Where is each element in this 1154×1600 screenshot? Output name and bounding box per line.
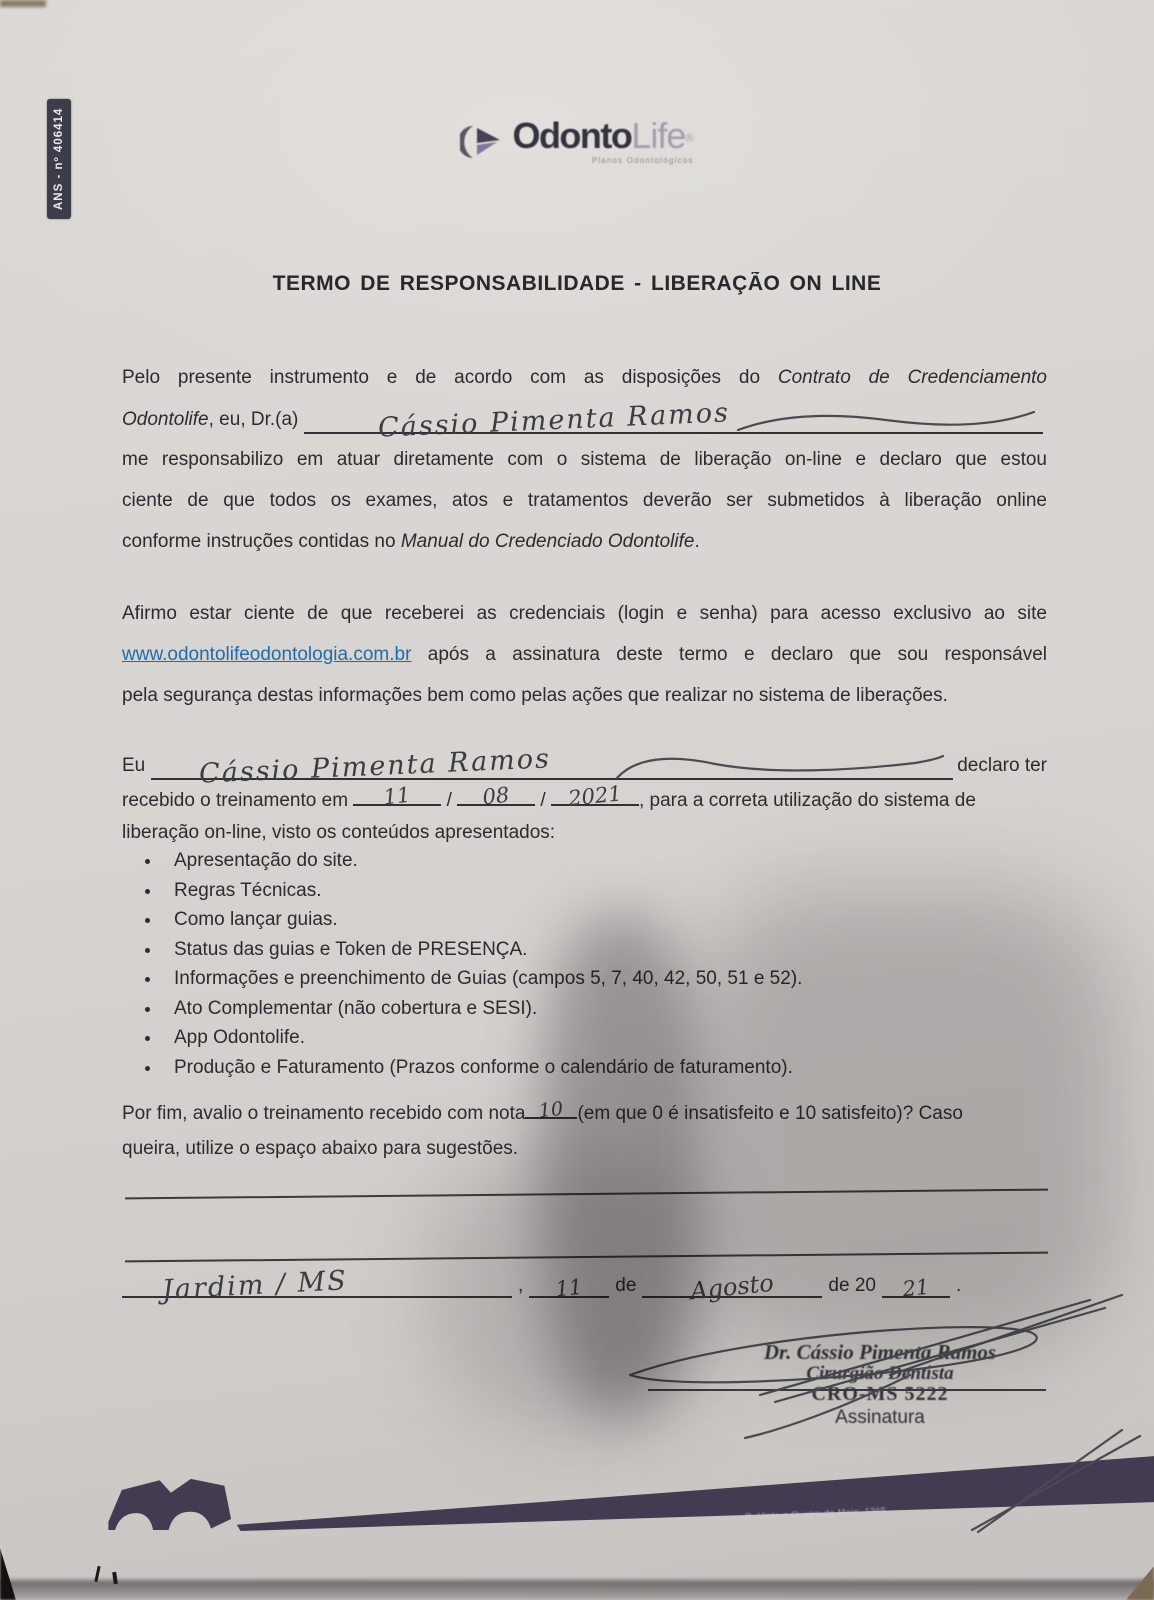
eu-label: Eu	[122, 755, 146, 776]
list-item: • Informações e preenchimento de Guias (campos 5, 7, 40, 42, 50, 51 e 52).	[162, 964, 1028, 994]
opening-l2-plain: , eu, Dr.(a)	[208, 409, 299, 430]
logo-word-life: Life	[631, 115, 686, 156]
opening-l2-italic: Odontolife	[122, 409, 209, 430]
opening-paragraph	[122, 357, 1047, 562]
training-line-1	[122, 743, 1047, 790]
training-paragraph	[122, 744, 1047, 849]
suggestion-line-1	[125, 1189, 1048, 1200]
suggestion-line-2	[125, 1252, 1048, 1263]
training-line-3: liberação on-line, visto os conteúdos apresentados:	[122, 822, 556, 843]
score-blank	[525, 1097, 577, 1123]
list-item: • Produção e Faturamento (Prazos conforme o calendário de faturamento).	[162, 1053, 1028, 1083]
logo-bird-icon	[460, 122, 504, 167]
ans-registry-badge: ANS - nº 406414	[47, 99, 71, 219]
city-blank	[122, 1265, 512, 1306]
signature-scrawl	[560, 1280, 1154, 1550]
handwritten-date-year: 21	[901, 1274, 931, 1302]
handwritten-trainee-name: Cássio Pimenta Ramos	[198, 743, 552, 790]
pen-flourish	[615, 754, 945, 780]
signature-label: Assinatura	[835, 1407, 925, 1428]
list-item: • Apresentação do site.	[162, 846, 1028, 876]
year-blank	[551, 781, 639, 811]
opening-line-4: ciente de que todos os exames, atos e tratamentos deverão ser submetidos à liberação online	[122, 490, 1047, 511]
trainee-name-blank	[151, 743, 953, 790]
training-l2-prefix: recebido o treinamento em	[122, 790, 349, 811]
credentials-line-3: pela segurança destas informações bem como pelas ações que realizar no sistema de liberações.	[122, 685, 948, 706]
list-item: • Regras Técnicas.	[162, 876, 1028, 906]
document-title: TERMO DE RESPONSABILIDADE - LIBERAÇÃO ON LINE	[272, 272, 882, 295]
handwritten-day: 11	[382, 782, 412, 810]
list-item: • Status das guias e Token de PRESENÇA.	[162, 935, 1028, 965]
training-topics-list	[128, 846, 1028, 1082]
credentials-paragraph	[122, 593, 1047, 716]
opening-l5-period: .	[694, 531, 700, 552]
de-20-label: de 20	[828, 1275, 876, 1296]
credentials-line-1: Afirmo estar ciente de que receberei as credenciais (login e senha) para acesso exclusivo ao site	[122, 603, 1047, 624]
handwritten-year: 2021	[567, 781, 623, 811]
training-l2-suffix: , para a correta utilização do sistema de	[638, 790, 976, 811]
handwritten-city: Jardim / MS	[161, 1265, 349, 1306]
table-sliver-top-left	[0, 0, 46, 7]
slash: /	[540, 790, 546, 811]
handwritten-doctor-name: Cássio Pimenta Ramos	[377, 397, 731, 444]
opening-l1-plain: Pelo presente instrumento e de acordo com as disposições do	[122, 367, 761, 388]
footer-logo-glyph	[95, 1472, 240, 1535]
opening-l5-italic: Manual do Credenciado Odontolife	[400, 531, 695, 552]
evaluation-l1-suffix: (em que 0 é insatisfeito e 10 satisfeito)? Caso	[577, 1103, 963, 1124]
comma: ,	[518, 1275, 524, 1296]
slash: /	[446, 790, 452, 811]
opening-line-5	[122, 521, 1047, 562]
opening-l5-plain: conforme instruções contidas no	[122, 531, 396, 552]
training-line-2	[122, 781, 1047, 817]
day-blank	[353, 782, 441, 810]
handwritten-month: 08	[481, 782, 511, 810]
footer-address: R. Vinte e Quatro de Maio, 1365	[744, 1505, 887, 1522]
stamp-role: Cirurgião Dentista	[806, 1363, 954, 1384]
opening-l1-italic: Contrato de Credenciamento	[777, 367, 1048, 388]
stamp-registry: CRO-MS 5222	[811, 1383, 949, 1405]
handwritten-score: 10	[538, 1097, 565, 1123]
ink-speck	[112, 1572, 118, 1584]
credentials-line-2	[122, 634, 1047, 675]
evaluation-line-2: queira, utilize o espaço abaixo para sugestões.	[122, 1138, 519, 1159]
site-link[interactable]: www.odontolifeodontologia.com.br	[122, 644, 412, 665]
logo-tagline: Planos Odontológicos	[591, 156, 694, 165]
opening-line-1	[122, 357, 1047, 398]
handwritten-date-month: Agosto	[689, 1268, 776, 1306]
month-blank	[457, 782, 535, 810]
de-label: de	[615, 1275, 637, 1296]
doctor-name-blank	[304, 397, 1043, 444]
list-item: • Como lançar guias.	[162, 905, 1028, 935]
stamp-name: Dr. Cássio Pimenta Ramos	[763, 1340, 997, 1364]
declaro-ter-label: declaro ter	[957, 755, 1047, 776]
period: .	[955, 1275, 962, 1296]
evaluation-line-1	[122, 1096, 1047, 1131]
handwritten-date-day: 11	[554, 1274, 584, 1302]
opening-line-2	[122, 397, 1047, 444]
opening-line-3: me responsabilizo em atuar diretamente com o sistema de liberação on-line e declaro que estou	[122, 449, 1047, 470]
pen-flourish	[736, 408, 1036, 434]
logo-wordmark	[512, 115, 694, 165]
list-item: • Ato Complementar (não cobertura e SESI).	[162, 994, 1028, 1024]
evaluation-paragraph	[122, 1096, 1047, 1166]
credentials-l2-rest: após a assinatura deste termo e declaro que sou responsável	[427, 644, 1048, 665]
list-item: • App Odontolife.	[162, 1023, 1028, 1053]
logo-word-odonto: Odonto	[512, 115, 632, 156]
evaluation-l1-prefix: Por fim, avalio o treinamento recebido com nota	[122, 1103, 526, 1124]
registered-mark: ®	[685, 132, 694, 145]
page-bottom-edge	[0, 1580, 1154, 1600]
